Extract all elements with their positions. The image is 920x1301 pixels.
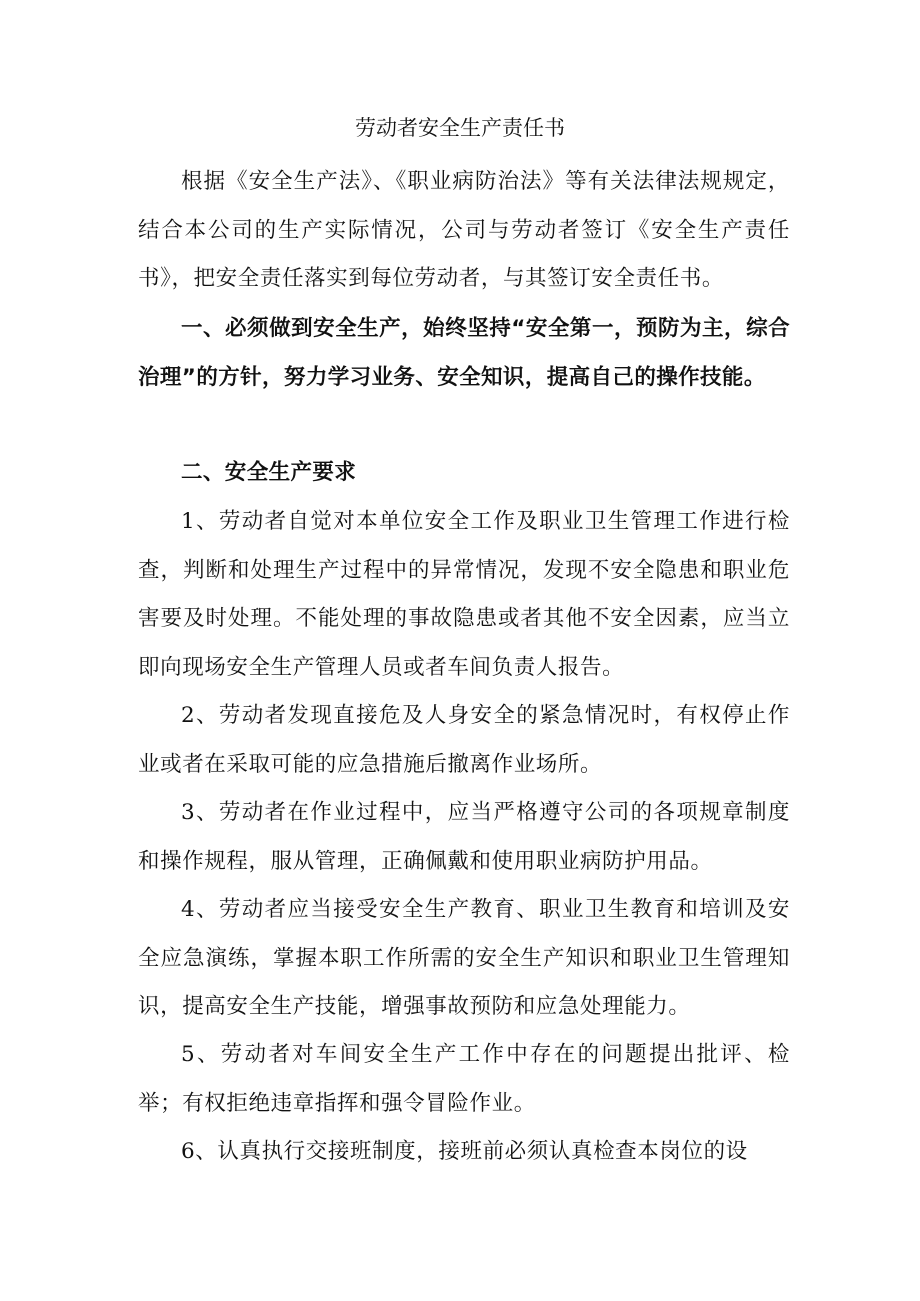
section-1-paragraph: 一、必须做到安全生产，始终坚持“安全第一，预防为主，综合治理”的方针，努力学习业务、安全知识，提高自己的操作技能。 (138, 316, 790, 390)
section-2-heading: 二、安全生产要求 (181, 460, 357, 485)
requirement-item-4: 4、劳动者应当接受安全生产教育、职业卫生教育和培训及安全应急演练，掌握本职工作所需的安全生产知识和职业卫生管理知识，提高安全生产技能，增强事故预防和应急处理能力。 (138, 897, 790, 1019)
requirement-item-3: 3、劳动者在作业过程中，应当严格遵守公司的各项规章制度和操作规程，服从管理，正确佩戴和使用职业病防护用品。 (138, 800, 790, 874)
requirement-item-2: 2、劳动者发现直接危及人身安全的紧急情况时，有权停止作业或者在采取可能的应急措施后撤离作业场所。 (138, 703, 790, 777)
document-title: 劳动者安全生产责任书 (355, 116, 565, 140)
requirement-item-6: 6、认真执行交接班制度，接班前必须认真检查本岗位的设 (181, 1139, 748, 1164)
requirement-item-1: 1、劳动者自觉对本单位安全工作及职业卫生管理工作进行检查，判断和处理生产过程中的异常情况，发现不安全隐患和职业危害要及时处理。不能处理的事故隐患或者其他不安全因素，应当立即向现场安全生产管理人员或者车间负责人报告。 (138, 509, 790, 680)
requirement-item-5: 5、劳动者对车间安全生产工作中存在的问题提出批评、检举；有权拒绝违章指挥和强令冒险作业。 (138, 1042, 790, 1116)
intro-paragraph: 根据《安全生产法》、《职业病防治法》等有关法律法规规定，结合本公司的生产实际情况，公司与劳动者签订《安全生产责任书》，把安全责任落实到每位劳动者，与其签订安全责任书。 (138, 169, 790, 291)
